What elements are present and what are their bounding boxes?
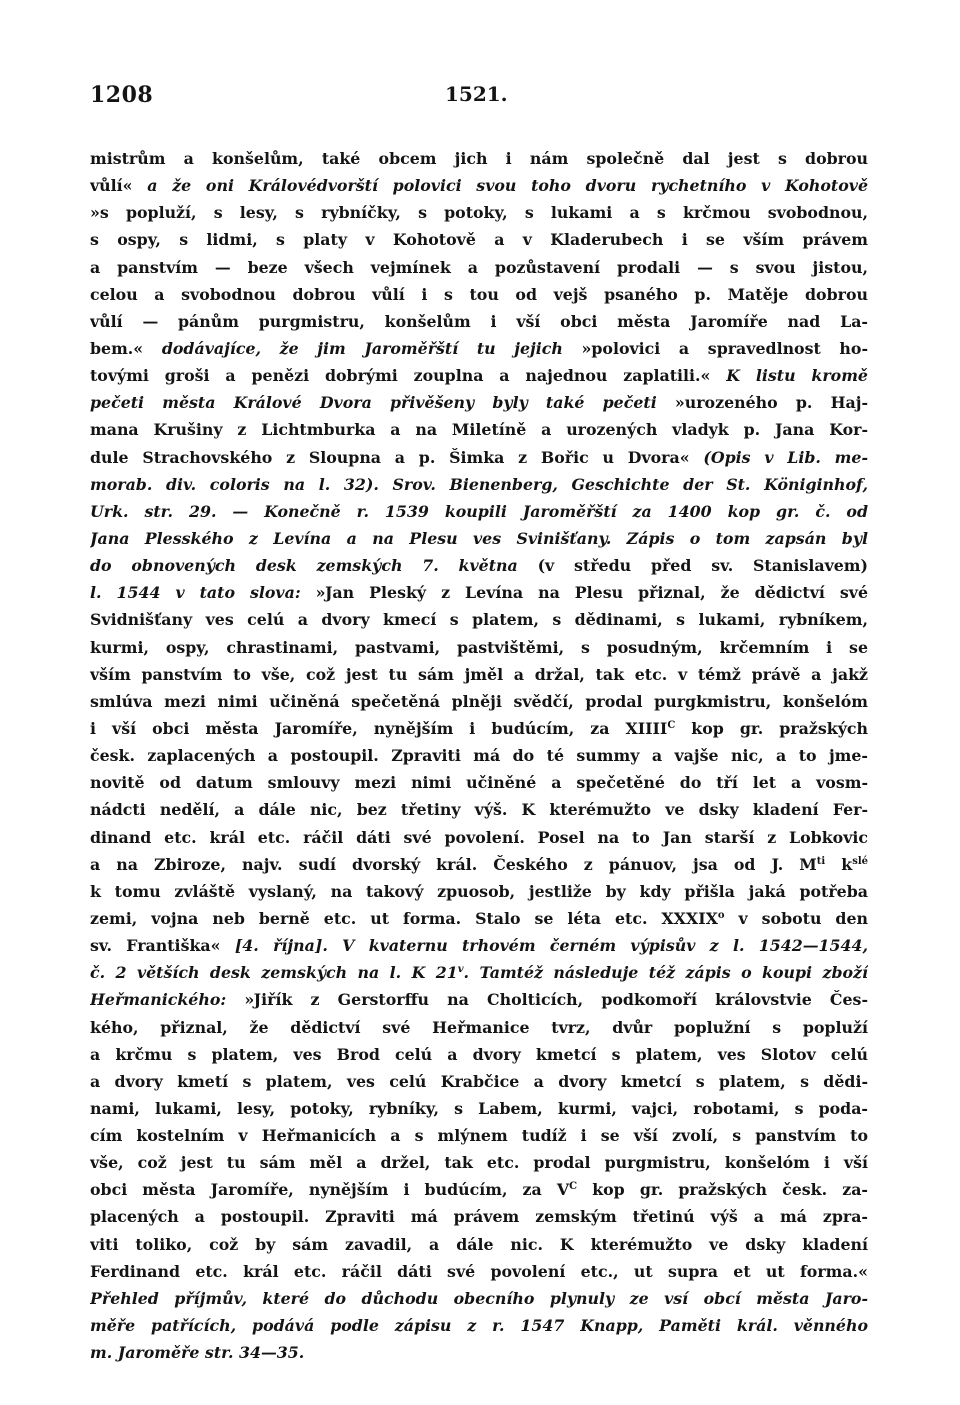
text-segment: novitě od datum smlouvy mezi nimi učiněné a spečetěné do tří let a vosm- bbox=[90, 773, 868, 793]
text-segment: kurmi, ospy, chrastinami, pastvami, pastvištěmi, s posudným, krčemním i se bbox=[90, 637, 868, 657]
text-segment: dinand etc. král etc. ráčil dáti své povolení. Posel na to Jan starší z Lobkovic bbox=[90, 827, 868, 847]
text-segment: a na Zbiroze, najv. sudí dvorský král. Českého z pánuov, jsa od J. M bbox=[90, 854, 817, 874]
superscript-segment: C bbox=[569, 1181, 578, 1193]
text-segment: »urozeného p. Haj- bbox=[656, 393, 868, 413]
text-segment: vůlí — pánům purgmistru, konšelům i vší obci města Jaromíře nad La- bbox=[90, 311, 868, 331]
superscript-segment: ti bbox=[816, 855, 826, 867]
text-line bbox=[90, 1068, 868, 1095]
text-line bbox=[90, 525, 868, 552]
text-line bbox=[90, 715, 868, 742]
italic-segment: pečeti města Králové Dvora přivěšeny byly také pečeti bbox=[90, 393, 657, 413]
text-segment: vůlí« bbox=[90, 176, 148, 196]
text-segment: bem.« bbox=[90, 338, 162, 358]
text-segment: nádcti nedělí, a dále nic, bez třetiny výš. K kterémužto ve dsky kladení Fer- bbox=[90, 800, 868, 820]
text-line bbox=[90, 552, 868, 579]
text-segment: vším panstvím to vše, což jest tu sám jměl a držal, tak etc. v témž právě a jakž bbox=[90, 664, 868, 684]
text-line bbox=[90, 444, 868, 471]
text-line bbox=[90, 579, 868, 606]
text-line bbox=[90, 498, 868, 525]
text-segment: Svidnišťany ves celú a dvory kmecí s platem, s dědinami, s lukami, rybníkem, bbox=[90, 610, 868, 630]
text-segment: k tomu zvláště vyslaný, na takový zpuosob, jestliže by kdy přišla jaká potřeba bbox=[90, 881, 868, 901]
text-line bbox=[90, 905, 868, 932]
text-line bbox=[90, 824, 868, 851]
text-segment: zemi, vojna neb berně etc. ut forma. Stalo se léta etc. XXXIX bbox=[90, 908, 718, 928]
text-segment: cím kostelním v Heřmanicích a s mlýnem tudíž i se vší zvolí, s panstvím to bbox=[90, 1126, 868, 1146]
italic-segment: l. 1544 v tato slova: bbox=[90, 583, 316, 603]
text-line bbox=[90, 634, 868, 661]
text-line bbox=[90, 606, 868, 633]
text-segment: sv. Františka« bbox=[90, 936, 235, 956]
text-line bbox=[90, 308, 868, 335]
text-line bbox=[90, 1176, 868, 1203]
text-line bbox=[90, 172, 868, 199]
text-segment: i vší obci města Jaromíře, nynějším i budúcím, za XIIII bbox=[90, 718, 668, 738]
text-line bbox=[90, 688, 868, 715]
text-line bbox=[90, 1285, 868, 1312]
text-line bbox=[90, 335, 868, 362]
page-number: 1208 bbox=[90, 82, 154, 108]
text-segment: Ferdinand etc. král etc. ráčil dáti své povolení etc., ut supra et ut forma.« bbox=[90, 1261, 868, 1281]
text-segment: a krčmu s platem, ves Brod celú a dvory kmetcí s platem, ves Slotov celú bbox=[90, 1044, 868, 1064]
italic-segment: Jana Plesského z Levína a na Plesu ves Svinišťany. Zápis o tom zapsán byl bbox=[90, 528, 868, 548]
text-segment: (v středu před sv. Stanislavem) bbox=[537, 556, 868, 576]
text-segment: v sobotu den bbox=[724, 908, 868, 928]
italic-segment: K listu kromě bbox=[726, 366, 868, 386]
text-segment: tovými groši a penězi dobrými zouplna a najednou zaplatili.« bbox=[90, 366, 727, 386]
italic-segment: měře patřících, podává podle zápisu z r. 1547 Knapp, Paměti král. věnného bbox=[90, 1316, 868, 1336]
text-line bbox=[90, 1231, 868, 1258]
text-segment: mana Krušiny z Lichtmburka a na Miletíně a urozených vladyk p. Jana Kor- bbox=[90, 420, 868, 440]
superscript-segment: o bbox=[717, 909, 725, 921]
italic-segment: Přehled příjmův, které do důchodu obecního plynuly ze vsí obcí města Jaro- bbox=[90, 1288, 868, 1308]
superscript-segment: C bbox=[667, 719, 676, 731]
text-segment: mistrům a konšelům, také obcem jich i nám společně dal jest s dobrou bbox=[90, 149, 868, 168]
text-line bbox=[90, 1041, 868, 1068]
text-line bbox=[90, 932, 868, 959]
text-line bbox=[90, 416, 868, 443]
italic-segment: (Opis v Lib. me- bbox=[703, 447, 868, 467]
text-segment: kého, přiznal, že dědictví své Heřmanice tvrz, dvůr poplužní s popluží bbox=[90, 1017, 868, 1037]
superscript-segment: v bbox=[457, 964, 464, 976]
text-segment: kop gr. pražských bbox=[675, 718, 868, 738]
text-line bbox=[90, 281, 868, 308]
italic-segment: č. 2 větších desk zemských na l. K 21 bbox=[90, 963, 458, 983]
text-segment: a dvory kmetí s platem, ves celú Krabčice a dvory kmetcí s platem, s dědi- bbox=[90, 1071, 868, 1091]
text-segment: česk. zaplacených a postoupil. Zpraviti má do té summy a vajše nic, a to jme- bbox=[90, 746, 868, 766]
text-segment: s ospy, s lidmi, s platy v Kohotově a v Kladerubech i se vším právem bbox=[90, 230, 868, 250]
text-segment: »s popluží, s lesy, s rybníčky, s potoky, s lukami a s krčmou svobodnou, bbox=[90, 203, 868, 223]
text-line bbox=[90, 362, 868, 389]
text-line bbox=[90, 796, 868, 823]
text-segment: nami, lukami, lesy, potoky, rybníky, s Labem, kurmi, vajci, robotami, s poda- bbox=[90, 1098, 868, 1118]
italic-segment: [4. října]. V kvaternu trhovém černém výpisův z l. 1542—1544, bbox=[234, 936, 868, 956]
text-segment: dule Strachovského z Sloupna a p. Šimka z Bořic u Dvora« bbox=[90, 447, 704, 467]
text-line bbox=[90, 199, 868, 226]
year-heading: 1521. bbox=[445, 82, 508, 106]
text-line bbox=[90, 1203, 868, 1230]
text-line bbox=[90, 1095, 868, 1122]
body-text bbox=[90, 145, 868, 1366]
text-line bbox=[90, 1258, 868, 1285]
italic-segment: a že oni Královédvorští polovici svou toho dvoru rychetního v Kohotově bbox=[147, 176, 868, 196]
text-segment: »polovici a spravedlnost ho- bbox=[562, 338, 868, 358]
text-line bbox=[90, 254, 868, 281]
text-segment: obci města Jaromíře, nynějším i budúcím, za V bbox=[90, 1180, 570, 1200]
text-line bbox=[90, 471, 868, 498]
text-line bbox=[90, 851, 868, 878]
text-segment: vše, což jest tu sám měl a držel, tak etc. prodal purgmistru, konšelóm i vší bbox=[90, 1153, 868, 1173]
text-line bbox=[90, 1312, 868, 1339]
text-line bbox=[90, 769, 868, 796]
text-line bbox=[90, 1149, 868, 1176]
italic-segment: do obnovených desk zemských 7. května bbox=[90, 556, 538, 576]
italic-segment: . Tamtéž následuje též zápis o koupi zboží bbox=[463, 963, 868, 983]
text-segment: k bbox=[825, 854, 853, 874]
text-segment: placených a postoupil. Zpraviti má právem zemským třetinú výš a má zpra- bbox=[90, 1207, 868, 1227]
italic-segment: dodávajíce, že jim Jaroměřští tu jejich bbox=[161, 338, 563, 358]
text-line bbox=[90, 661, 868, 688]
text-line bbox=[90, 1339, 868, 1366]
italic-segment: m. Jaroměře str. 34—35. bbox=[90, 1343, 305, 1363]
text-segment: kop gr. pražských česk. za- bbox=[577, 1180, 868, 1200]
text-line bbox=[90, 226, 868, 253]
italic-segment: morab. div. coloris na l. 32). Srov. Bienenberg, Geschichte der St. Königinhof, bbox=[90, 474, 868, 494]
text-segment: smlúva mezi nimi učiněná spečetěná plněji svědčí, prodal purgkmistru, konšelóm bbox=[90, 691, 868, 711]
text-line bbox=[90, 1014, 868, 1041]
text-line bbox=[90, 145, 868, 172]
text-line bbox=[90, 959, 868, 986]
italic-segment: Urk. str. 29. — Konečně r. 1539 koupili Jaroměřští za 1400 kop gr. č. od bbox=[90, 501, 868, 521]
superscript-segment: slé bbox=[852, 855, 868, 867]
text-segment: viti toliko, což by sám zavadil, a dále nic. K kterémužto ve dsky kladení bbox=[90, 1234, 868, 1254]
text-segment: »Jan Pleský z Levína na Plesu přiznal, že dědictví své bbox=[315, 583, 868, 603]
italic-segment: Heřmanického: bbox=[90, 990, 245, 1010]
text-line bbox=[90, 878, 868, 905]
text-segment: »Jiřík z Gerstorffu na Cholticích, podkomoří královstvie Čes- bbox=[244, 990, 868, 1010]
text-segment: celou a svobodnou dobrou vůlí i s tou od vejš psaného p. Matěje dobrou bbox=[90, 284, 868, 304]
text-segment: a panstvím — beze všech vejmínek a pozůstavení prodali — s svou jistou, bbox=[90, 257, 868, 277]
text-line bbox=[90, 1122, 868, 1149]
page-header bbox=[90, 82, 870, 112]
text-line bbox=[90, 986, 868, 1013]
text-line bbox=[90, 742, 868, 769]
text-line bbox=[90, 389, 868, 416]
